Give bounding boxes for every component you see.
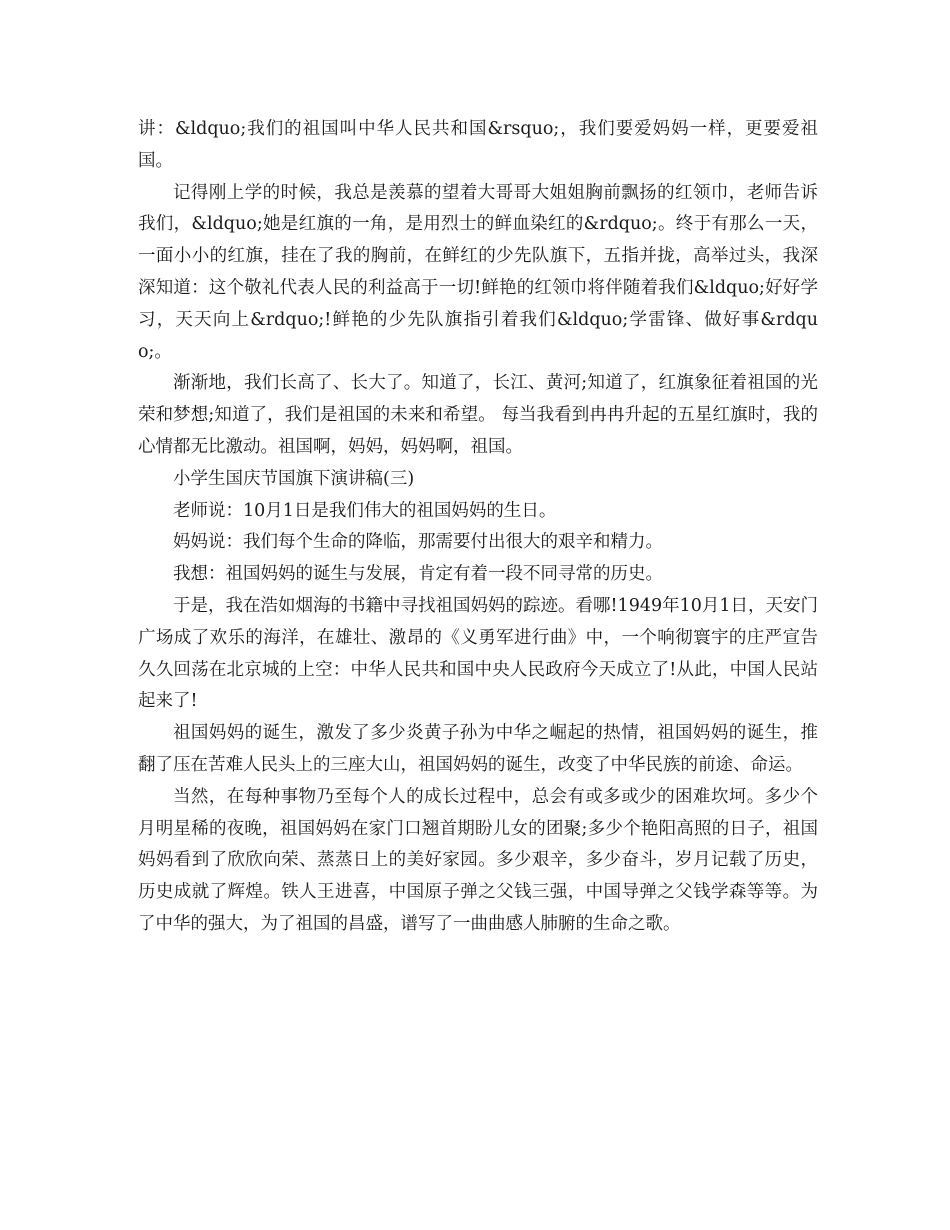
paragraph: 我想：祖国妈妈的诞生与发展，肯定有着一段不同寻常的历史。 — [173, 564, 663, 585]
paragraph: 当然，在每种事物乃至每个人的成长过程中，总会有或多或少的困难坎坷。多少个月明星稀的夜晚，祖国妈妈在家门口翘首期盼儿女的团聚;多少个艳阳高照的日子，祖国妈妈看到了欣欣向荣、蒸蒸日上的美好家园。多少艰辛，多少奋斗，岁月记载了历史，历史成就了辉煌。铁人王进喜，中国原子弹之父钱三强，中国导弹之父钱学森等等。为了中华的强大，为了祖国的昌盛，谱写了一曲曲感人肺腑的生命之歌。 — [138, 786, 818, 934]
paragraph: 祖国妈妈的诞生，激发了多少炎黄子孙为中华之崛起的热情，祖国妈妈的诞生，推翻了压在苦难人民头上的三座大山，祖国妈妈的诞生，改变了中华民族的前途、命运。 — [138, 723, 818, 775]
paragraph: 妈妈说：我们每个生命的降临，那需要付出很大的艰辛和精力。 — [173, 532, 663, 553]
paragraph: 记得刚上学的时候，我总是羡慕的望着大哥哥大姐姐胸前飘扬的红领巾，老师告诉我们，&ldquo;她是红旗的一角，是用烈士的鲜血染红的&rdquo;。终于有那么一天， 一面小小的红旗，挂在了我的胸前，在鲜红的少先队旗下，五指并拢，高举过头，我深深知道：这个敬礼代表人民的利益高于一切!鲜艳的红领巾将伴随着我们&ldquo;好好学习，天天向上&rdquo;!鲜艳的少先队旗指引着我们&ldquo;学雷锋、做好事&rdquo;。 — [138, 182, 818, 362]
paragraph: 老师说：10月1日是我们伟大的祖国妈妈的生日。 — [173, 500, 557, 521]
document-body — [138, 114, 818, 941]
section-title: 小学生国庆节国旗下演讲稿(三) — [173, 468, 415, 489]
paragraph: 讲：&ldquo;我们的祖国叫中华人民共和国&rsquo;，我们要爱妈妈一样，更要爱祖国。 — [138, 119, 818, 171]
paragraph: 渐渐地，我们长高了、长大了。知道了，长江、黄河;知道了，红旗象征着祖国的光荣和梦想;知道了，我们是祖国的未来和希望。 每当我看到冉冉升起的五星红旗时，我的心情都无比激动。祖国啊，妈妈，妈妈啊，祖国。 — [138, 373, 818, 457]
paragraph: 于是，我在浩如烟海的书籍中寻找祖国妈妈的踪迹。看哪!1949年10月1日，天安门广场成了欢乐的海洋，在雄壮、激昂的《义勇军进行曲》中，一个响彻寰宇的庄严宣告久久回荡在北京城的上空：中华人民共和国中央人民政府今天成立了!从此，中国人民站起来了! — [138, 595, 818, 712]
